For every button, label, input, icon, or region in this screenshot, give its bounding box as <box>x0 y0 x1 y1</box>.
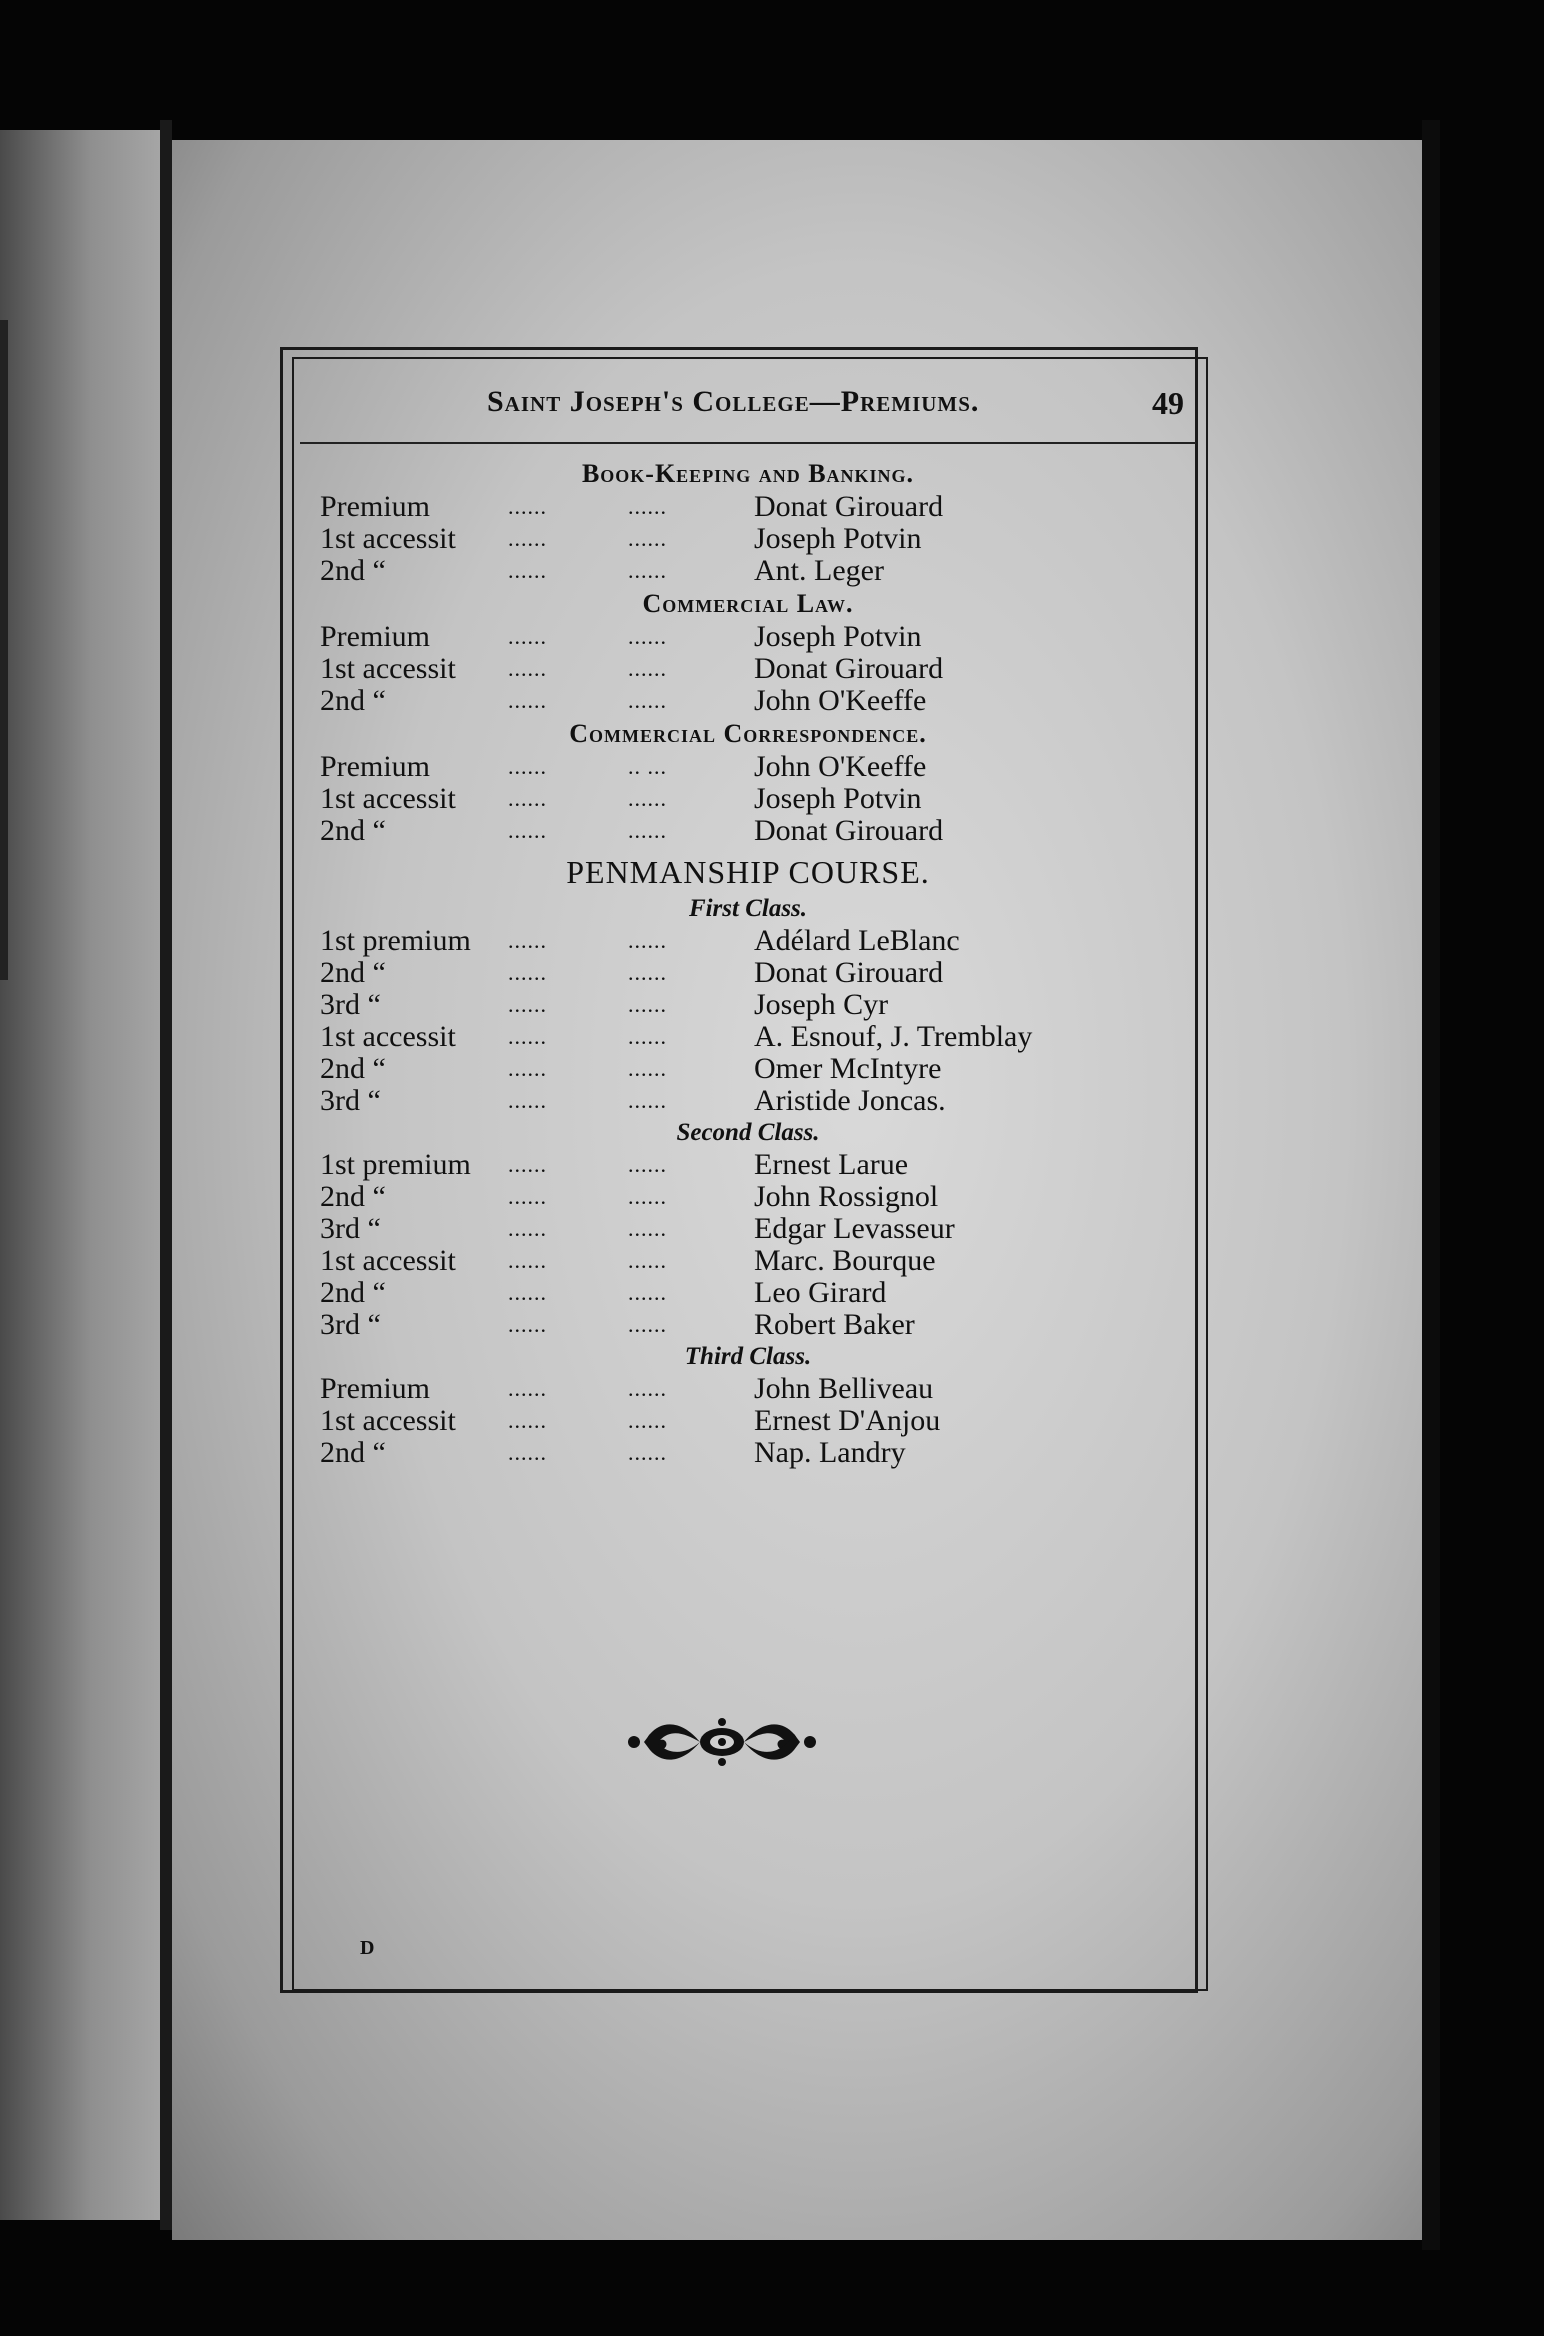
right-page-edge <box>1422 120 1440 2250</box>
recipient-name: John O'Keeffe <box>754 750 927 783</box>
leader-dots: ...... <box>508 494 547 519</box>
leader-dots: ...... <box>508 1024 547 1049</box>
running-head <box>292 385 1204 435</box>
leader-dots: ...... <box>508 624 547 649</box>
leader-dots: ...... <box>628 1440 667 1465</box>
award-rank: 3rd “ <box>320 1212 381 1245</box>
leader-dots: ...... <box>508 818 547 843</box>
award-rank: 2nd “ <box>320 554 386 587</box>
leader-dots: ...... <box>508 1216 547 1241</box>
award-rank: 1st accessit <box>320 1020 456 1053</box>
premium-row <box>292 1085 1204 1117</box>
award-rank: 3rd “ <box>320 988 381 1021</box>
leader-dots: ...... <box>508 656 547 681</box>
award-rank: 2nd “ <box>320 684 386 717</box>
leader-dots: ...... <box>508 526 547 551</box>
class-heading: Third Class. <box>684 1343 812 1370</box>
leader-dots: ...... <box>628 1152 667 1177</box>
premium-row <box>292 1213 1204 1245</box>
leader-dots: ...... <box>628 960 667 985</box>
recipient-name: Joseph Potvin <box>754 782 922 815</box>
leader-dots: ...... <box>628 786 667 811</box>
leader-dots: ...... <box>508 558 547 583</box>
award-rank: 1st accessit <box>320 652 456 685</box>
premium-row <box>292 653 1204 685</box>
leader-dots: ...... <box>628 1280 667 1305</box>
class-heading: First Class. <box>688 895 808 922</box>
leader-dots: ...... <box>508 1408 547 1433</box>
leader-dots: ...... <box>628 656 667 681</box>
recipient-name: John Rossignol <box>754 1180 939 1213</box>
award-rank: 2nd “ <box>320 1436 386 1469</box>
recipient-name: Joseph Potvin <box>754 522 922 555</box>
award-rank: 2nd “ <box>320 1052 386 1085</box>
leader-dots: ...... <box>628 1376 667 1401</box>
leader-dots: ...... <box>628 1088 667 1113</box>
recipient-name: Ernest Larue <box>754 1148 909 1181</box>
recipient-name: Marc. Bourque <box>754 1244 936 1277</box>
recipient-name: John O'Keeffe <box>754 684 927 717</box>
premium-row <box>292 1437 1204 1469</box>
premium-row <box>292 1309 1204 1341</box>
award-rank: 2nd “ <box>320 814 386 847</box>
recipient-name: John Belliveau <box>754 1372 934 1405</box>
recipient-name: Leo Girard <box>754 1276 887 1309</box>
premium-row <box>292 1021 1204 1053</box>
leader-dots: ...... <box>628 1216 667 1241</box>
award-rank: 3rd “ <box>320 1308 381 1341</box>
premium-row <box>292 523 1204 555</box>
premium-row <box>292 989 1204 1021</box>
leader-dots: ...... <box>628 1408 667 1433</box>
leader-dots: ...... <box>508 1440 547 1465</box>
premium-row <box>292 751 1204 783</box>
premium-row <box>292 1149 1204 1181</box>
leader-dots: ...... <box>628 818 667 843</box>
premium-row <box>292 783 1204 815</box>
award-rank: 2nd “ <box>320 1276 386 1309</box>
recipient-name: Ant. Leger <box>754 554 884 587</box>
premium-row <box>292 1245 1204 1277</box>
page-number: 49 <box>1152 385 1184 421</box>
leader-dots: ...... <box>508 992 547 1017</box>
recipient-name: Joseph Potvin <box>754 620 922 653</box>
leader-dots: ...... <box>628 624 667 649</box>
award-rank: Premium <box>320 620 430 653</box>
award-rank: 3rd “ <box>320 1084 381 1117</box>
left-page-edge <box>0 130 165 2220</box>
leader-dots: ...... <box>508 1376 547 1401</box>
recipient-name: A. Esnouf, J. Tremblay <box>754 1020 1033 1053</box>
award-rank: Premium <box>320 750 430 783</box>
leader-dots: ...... <box>508 786 547 811</box>
award-rank: Premium <box>320 490 430 523</box>
leader-dots: ...... <box>508 754 547 779</box>
award-rank: 2nd “ <box>320 956 386 989</box>
leader-dots: ...... <box>508 688 547 713</box>
premium-row <box>292 815 1204 847</box>
award-rank: 1st premium <box>320 1148 471 1181</box>
page-content <box>292 357 1204 1987</box>
award-rank: Premium <box>320 1372 430 1405</box>
leader-dots: ...... <box>628 1184 667 1209</box>
award-rank: 1st accessit <box>320 1244 456 1277</box>
section-heading: Commercial Law. <box>642 589 854 618</box>
premium-row <box>292 1053 1204 1085</box>
award-rank: 1st accessit <box>320 522 456 555</box>
recipient-name: Edgar Levasseur <box>754 1212 955 1245</box>
premium-row <box>292 1277 1204 1309</box>
premium-lists <box>292 457 1204 1469</box>
premium-row <box>292 621 1204 653</box>
leader-dots: ...... <box>628 1312 667 1337</box>
leader-dots: ...... <box>508 1280 547 1305</box>
leader-dots: .. ... <box>628 754 667 779</box>
premium-row <box>292 925 1204 957</box>
leader-dots: ...... <box>508 1056 547 1081</box>
premium-row <box>292 555 1204 587</box>
book-gutter <box>160 120 172 2230</box>
scroll-ornament-icon <box>622 1712 822 1772</box>
recipient-name: Aristide Joncas. <box>754 1084 946 1117</box>
leader-dots: ...... <box>628 1056 667 1081</box>
signature-mark: D <box>360 1937 375 1959</box>
left-page-rule <box>0 320 8 980</box>
header-rule <box>300 442 1196 444</box>
leader-dots: ...... <box>508 1248 547 1273</box>
leader-dots: ...... <box>628 688 667 713</box>
recipient-name: Donat Girouard <box>754 814 944 847</box>
leader-dots: ...... <box>628 494 667 519</box>
premium-row <box>292 1181 1204 1213</box>
premium-row <box>292 1405 1204 1437</box>
recipient-name: Robert Baker <box>754 1308 915 1341</box>
leader-dots: ...... <box>628 558 667 583</box>
leader-dots: ...... <box>508 928 547 953</box>
leader-dots: ...... <box>628 1024 667 1049</box>
premium-row <box>292 1373 1204 1405</box>
leader-dots: ...... <box>628 526 667 551</box>
premium-row <box>292 957 1204 989</box>
leader-dots: ...... <box>628 992 667 1017</box>
section-heading: Book-Keeping and Banking. <box>581 459 915 488</box>
leader-dots: ...... <box>508 1152 547 1177</box>
award-rank: 2nd “ <box>320 1180 386 1213</box>
recipient-name: Nap. Landry <box>754 1436 906 1469</box>
award-rank: 1st accessit <box>320 1404 456 1437</box>
leader-dots: ...... <box>508 1312 547 1337</box>
premium-row <box>292 685 1204 717</box>
leader-dots: ...... <box>508 1088 547 1113</box>
recipient-name: Donat Girouard <box>754 652 944 685</box>
recipient-name: Donat Girouard <box>754 490 944 523</box>
section-heading: Commercial Correspondence. <box>569 719 927 748</box>
class-heading: Second Class. <box>676 1119 820 1146</box>
award-rank: 1st premium <box>320 924 471 957</box>
leader-dots: ...... <box>628 928 667 953</box>
running-title: Saint Joseph's College—Premiums. <box>487 385 980 418</box>
recipient-name: Adélard LeBlanc <box>754 924 960 957</box>
premium-row <box>292 491 1204 523</box>
leader-dots: ...... <box>508 960 547 985</box>
recipient-name: Donat Girouard <box>754 956 944 989</box>
leader-dots: ...... <box>508 1184 547 1209</box>
recipient-name: Ernest D'Anjou <box>754 1404 941 1437</box>
award-rank: 1st accessit <box>320 782 456 815</box>
recipient-name: Joseph Cyr <box>754 988 889 1021</box>
leader-dots: ...... <box>628 1248 667 1273</box>
recipient-name: Omer McIntyre <box>754 1052 942 1085</box>
course-heading: PENMANSHIP COURSE. <box>566 854 930 890</box>
